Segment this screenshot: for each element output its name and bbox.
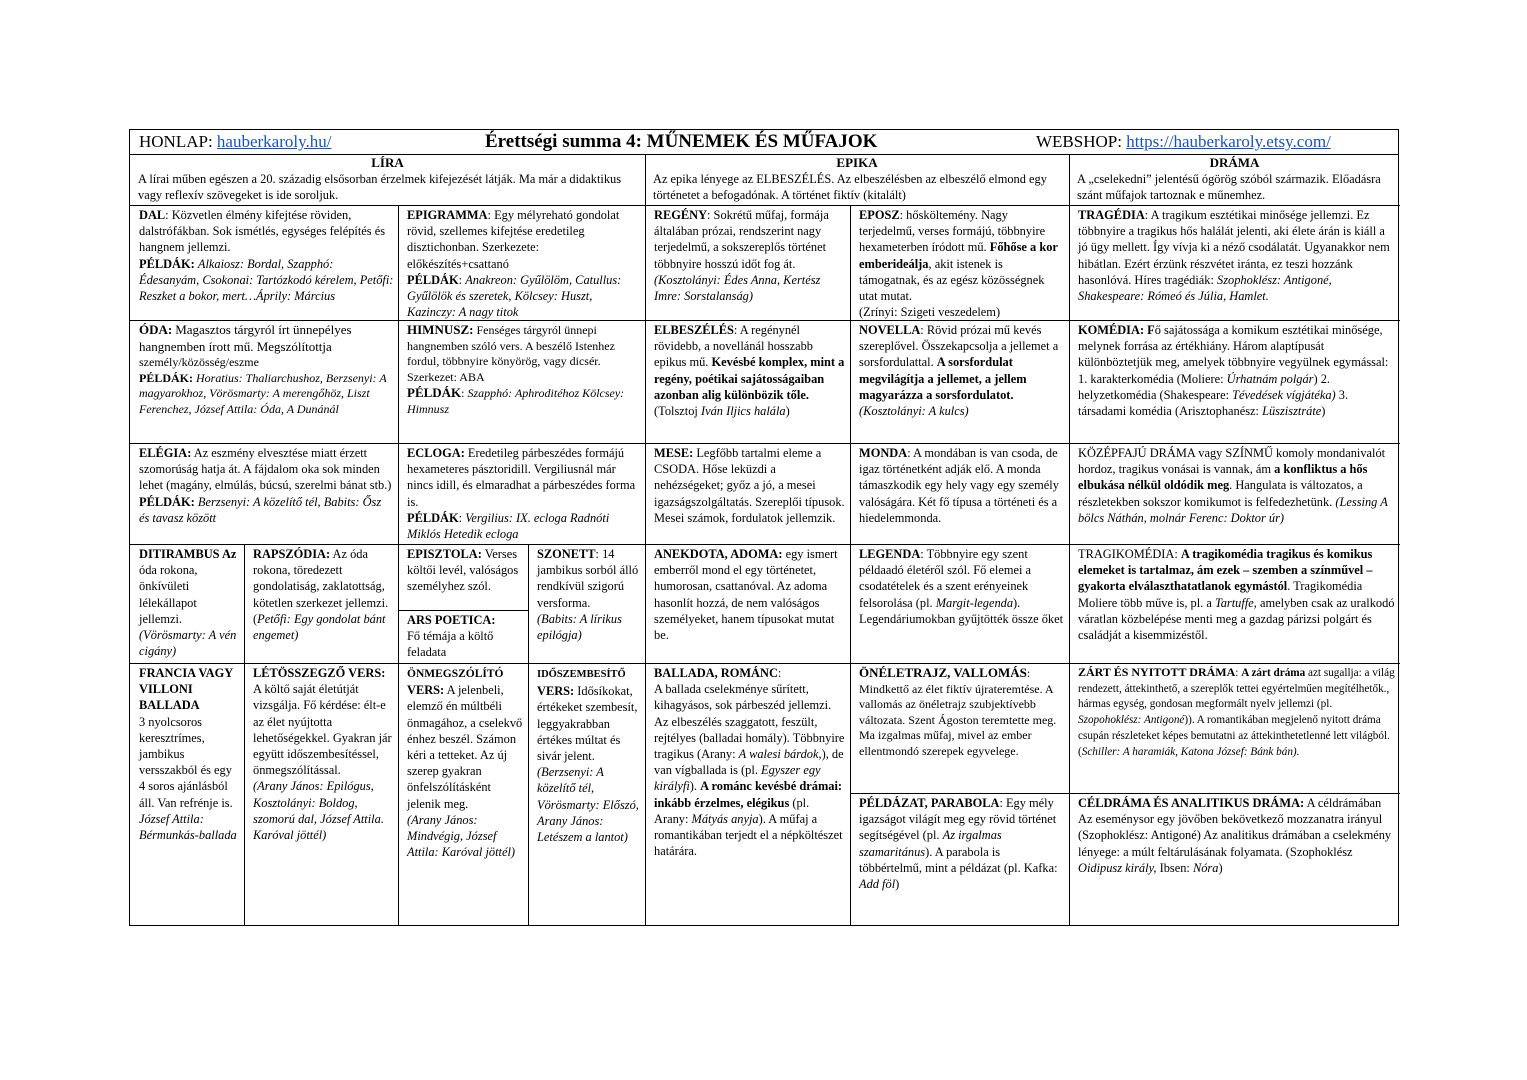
onmegszolito-vers-cell: ÖNMEGSZÓLÍTÓ VERS: A jelenbeli, elemző én múltbéli önmagához, a cselekvő énhez beszél. Számon kéri a tetteket. Az új szerep gyakran önfelszólításként jelenik meg. (Arany János: Mindvégig, József Attila: Karóval jöttél) [407,668,523,860]
mese-cell: MESE: Legfőbb tartalmi eleme a CSODA. Hőse leküzdi a nehézségeket; győz a jó, a mesei igazságszolgáltatás. Szereplői típusok. Mesei számok, fordulatok jellemzik. [654,446,845,525]
rapszodia-cell: RAPSZÓDIA: Az óda rokona, töredezett gondolatiság, zaklatottság, kötetlen szerkezet jellemzi. (Petőfi: Egy gondolat bánt engemet) [253,547,389,643]
eposz-cell: EPOSZ: hősköltemény. Nagy terjedelmű, verses formájú, többnyire hexameterben íródott mű. Főhőse a kor emberideálja, akit istenek is támogatnak, és az egész közösségnek utat mutat. (Zrínyi: Szigeti veszedelem) [859,208,1058,320]
epika-heading: EPIKA [836,155,878,170]
oda-cell: ÓDA: Magasztos tárgyról írt ünnepélyes hangnemben írott mű. Megszólítottja személy/közösség/eszme PÉLDÁK: Horatius: Thaliarchushoz, Berzsenyi: A magyarokhoz, Vörösmarty: A merengőhöz, Liszt Ferenchez, József Attila: Óda, A Dunánál [139,322,387,416]
drama-intro: A „cselekedni” jelentésű ógörög szóból származik. Előadásra szánt műfajok tartoznak e műnemhez. [1077,172,1381,203]
regeny-cell: REGÉNY: Sokrétű műfaj, formája általában prózai, rendszerint nagy terjedelmű, a sokszereplős történet többnyire hosszú időt fog át. (Kosztolányi: Édes Anna, Kertész Imre: Sorstalanság) [654,208,829,304]
dal-cell: DAL: Közvetlen élmény kifejtése röviden, dalstrófákban. Sok ismétlés, egységes felépítés és hangnem jellemzi. PÉLDÁK: Alkaiosz: Bordal, Szapphó: Édesanyám, Csokonai: Tartózkodó kérelem, Petőfi: Reszket a bokor, mert…Áprily: Március [139,208,394,304]
elegia-cell: ELÉGIA: Az eszmény elvesztése miatt érzett szomorúság hatja át. A fájdalom oka sok minden lehet (magány, elmúlás, búcsú, szerelmi bánat stb.) PÉLDÁK: Berzsenyi: A közelítő tél, Babits: Ősz és tavasz között [139,446,392,525]
novella-cell: NOVELLA: Rövid prózai mű kevés szereplővel. Összekapcsolja a jellemet a sorsfordulattal. A sorsfordulat megvilágítja a jellemet, a jellem magyarázza a sorsfordulatot. (Kosztolányi: A kulcs) [859,323,1059,419]
tragikomedia-cell: TRAGIKOMÉDIA: A tragikomédia tragikus és komikus elemeket is tartalmaz, ám ezek – szemben a színművel – gyakorta elválaszthatatlanok egymástól. Tragikomédia Moliere több műve is, pl. a Tartuffe, amelyben csak az uralkodó váratlan közbelépése menti meg a gazdag párizsi polgárt és családját a kisemmizéstől. [1078,547,1395,643]
webshop-label: WEBSHOP: https://hauberkaroly.etsy.com/ [1036,132,1331,151]
ars-poetica-cell: ARS POETICA: Fő témája a költő feladata [407,613,496,660]
celdrama-analitikus-drama-cell: CÉLDRÁMA ÉS ANALITIKUS DRÁMA: A céldrámában Az eseménysor egy jövőben bekövetkező mozzanatra irányul (Szophoklész: Antigoné) Az analitikus drámában a cselekmény lényege: a múlt feltárulásának folyamata. (Szophoklész Oidipusz király, Ibsen: Nóra) [1078,796,1392,875]
drama-heading: DRÁMA [1209,155,1260,170]
ballada-romanc-cell: BALLADA, ROMÁNC: A ballada cselekménye sűrített, kihagyásos, sok párbeszéd jellemzi. Az elbeszélés szaggatott, feszült, rejtélyes (balladai homály). Többnyire tragikus (Arany: A walesi bárdok,), de van vígballada is (pl. Egyszer egy királyfi). A románc kevésbé drámai: inkább érzelmes, elégikus (pl. Arany: Mátyás anyja). A műfaj a romantikában terjedt el a népköltészet határára. [654,666,845,859]
anekdota-adoma-cell: ANEKDOTA, ADOMA: egy ismert emberről mond el egy történetet, humorosan, csattanóval. Az adoma hasonlít hozzá, de nem valóságos személyeket, hanem típusokat mutat be. [654,547,838,643]
kozepfaju-drama-cell: KÖZÉPFAJÚ DRÁMA vagy SZÍNMŰ komoly mondanivalót hordoz, tragikus vonásai is vannak, ám a konfliktus a hős elbukása nélkül oldódik meg. Hangulata is változatos, a részletekben sokszor komikumot is felfedezhetünk. (Lessing A bölcs Náthán, molnár Ferenc: Doktor úr) [1078,446,1388,525]
zart-nyitott-drama-cell: ZÁRT ÉS NYITOTT DRÁMA: A zárt dráma azt sugallja: a világ rendezett, áttekinthető, a szereplők tettei egyértelműen megítélhetők., hármas egység, gondosan megformált nyelv jellemzi (pl. Szopohoklész: Antigoné)). A romantikában megjelenő nyitott dráma csupán részleteket képes bemutatni az áttekinthetetlenné lett világból. (Schiller: A haramiák, Katona József: Bánk bán). [1078,665,1395,758]
francia-villoni-ballada-cell: FRANCIA VAGY VILLONI BALLADA 3 nyolcsoros keresztrímes, jambikus versszakból és egy 4 soros ajánlásból áll. Van refrénje is. József Attila: Bérmunkás-ballada [139,666,237,843]
epigramma-cell: EPIGRAMMA: Egy mélyreható gondolat rövid, szellemes kifejtése eredetileg disztichonban. Szerkezete: előkészítés+csattanó PÉLDÁK: Anakreon: Gyűlölöm, Catullus: Gyűlölök és szeretek, Kölcsey: Huszt, Kazinczy: A nagy titok [407,208,622,320]
tragedia-cell: TRAGÉDIA: A tragikum esztétikai minősége jellemzi. Ez többnyire a tragikus hős halálát jelenti, aki élete árán is kiáll a jó ügy mellett. Így vívja ki a néző csodálatát. Ugyanakkor nem hibátlan. Ezért érzünk részvétet iránta, ez teszi hozzánk hasonlóvá. Híres tragédiák: Szophoklész: Antigoné, Shakespeare: Rómeó és Júlia, Hamlet. [1078,208,1390,304]
elbeszeles-cell: ELBESZÉLÉS: A regénynél rövidebb, a novellánál hosszabb epikus mű. Kevésbé komplex, mint a regény, poétikai sajátosságaiban azonban alig különbözik tőle. (Tolsztoj Iván Iljics halála) [654,323,845,419]
honlap-link[interactable]: hauberkaroly.hu/ [216,132,332,151]
lira-heading: LÍRA [371,155,404,170]
monda-cell: MONDA: A mondában is van csoda, de igaz történetként adják elő. A monda támaszkodik egy hely vagy egy személy valóságára. Két fő típusa a történeti és a hiedelemmonda. [859,446,1059,525]
letosszegzo-vers-cell: LÉTÖSSZEGZŐ VERS: A költő saját életútját vizsgálja. Fő kérdése: élt-e az élet nyújtotta lehetőségekkel. Gyakran jár együtt időszembesítéssel, önmegszólítással. (Arany János: Epilógus, Kosztolányi: Boldog, szomorú dal, József Attila. Karóval jöttél) [253,666,392,843]
page-title: Érettségi summa 4: MŰNEMEK ÉS MŰFAJOK [485,131,878,152]
ecloga-cell: ECLOGA: Eredetileg párbeszédes formájú hexameteres pásztoridill. Vergiliusnál már nincs idill, és elmaradhat a párbeszédes forma is. PÉLDÁK: Vergilius: IX. ecloga Radnóti Miklós Hetedik ecloga [407,446,636,542]
peldazat-parabola-cell: PÉLDÁZAT, PARABOLA: Egy mély igazságot világít meg egy rövid történet segítségével (pl. Az irgalmas szamaritánus). A parabola is többértelmű, mint a példázat (pl. Kafka: Add föl) [859,796,1058,892]
ditirambus-cell: DITIRAMBUS Az óda rokona, önkívületi lélekállapot jellemzi. (Vörösmarty: A vén cigány) [139,547,237,659]
szonett-cell: SZONETT: 14 jambikus sorból álló rendkívül szigorú versforma. (Babits: A lírikus epilógja) [537,547,639,643]
oneletrajz-vallomas-cell: ÖNÉLETRAJZ, VALLOMÁS: Mindkettő az élet fiktív újrateremtése. A vallomás az önéletrajz szubjektívebb változata. Szent Ágoston teremtette meg. Ma izgalmas műfaj, mivel az ember ellentmondó szerepek egyvelege. [859,665,1057,758]
epika-intro: Az epika lényege az ELBESZÉLÉS. Az elbeszélésben az elbeszélő elmond egy történetet a befogadónak. A történet fiktív (kitalált) [653,172,1047,203]
lira-intro: A lírai műben egészen a 20. századig elsősorban érzelmek kifejezését látják. Ma már a didaktikus vagy reflexív szövegeket is ide soroljuk. [138,172,622,203]
header-bar [130,130,1398,155]
episztola-cell: EPISZTOLA: Verses költői levél, valóságos személyhez szól. [407,547,519,594]
summary-sheet [129,129,1399,926]
webshop-link[interactable]: https://hauberkaroly.etsy.com/ [1126,132,1331,151]
legenda-cell: LEGENDA: Többnyire egy szent példaadó életéről szól. Fő elemei a csodatételek és a szent erényeinek felsorolása (pl. Margit-legenda). Legendáriumokban gyűjtötték össze őket [859,547,1064,626]
honlap-label: HONLAP: hauberkaroly.hu/ [139,132,332,151]
komedia-cell: KOMÉDIA: Fő sajátossága a komikum esztétikai minősége, melynek forrása az értékhiány. Három alaptípusát különböztetjük meg, amelyek többnyire vegyülnek egymással: 1. karakterkomédia (Moliere: Úrhatnám polgár) 2. helyzetkomédia (Shakespeare: Tévedések vígjátéka) 3. társadami komédia (Arisztophanész: Lüszisztráte) [1078,323,1389,419]
idoszembesito-vers-cell: IDŐSZEMBESÍTŐ VERS: Idősíkokat, értékeket szembesít, leggyakrabban értékes múltat és sivár jelent. (Berzsenyi: A közelítő tél, Vörösmarty: Előszó, Arany János: Letészem a lantot) [537,669,639,845]
himnusz-cell: HIMNUSZ: Fenséges tárgyról ünnepi hangnemben szóló vers. A beszélő Istenhez fordul, többnyire könyörög, vagy dicsér. Szerkezet: ABA PÉLDÁK: Szapphó: Aphroditéhoz Kölcsey: Himnusz [407,322,625,416]
